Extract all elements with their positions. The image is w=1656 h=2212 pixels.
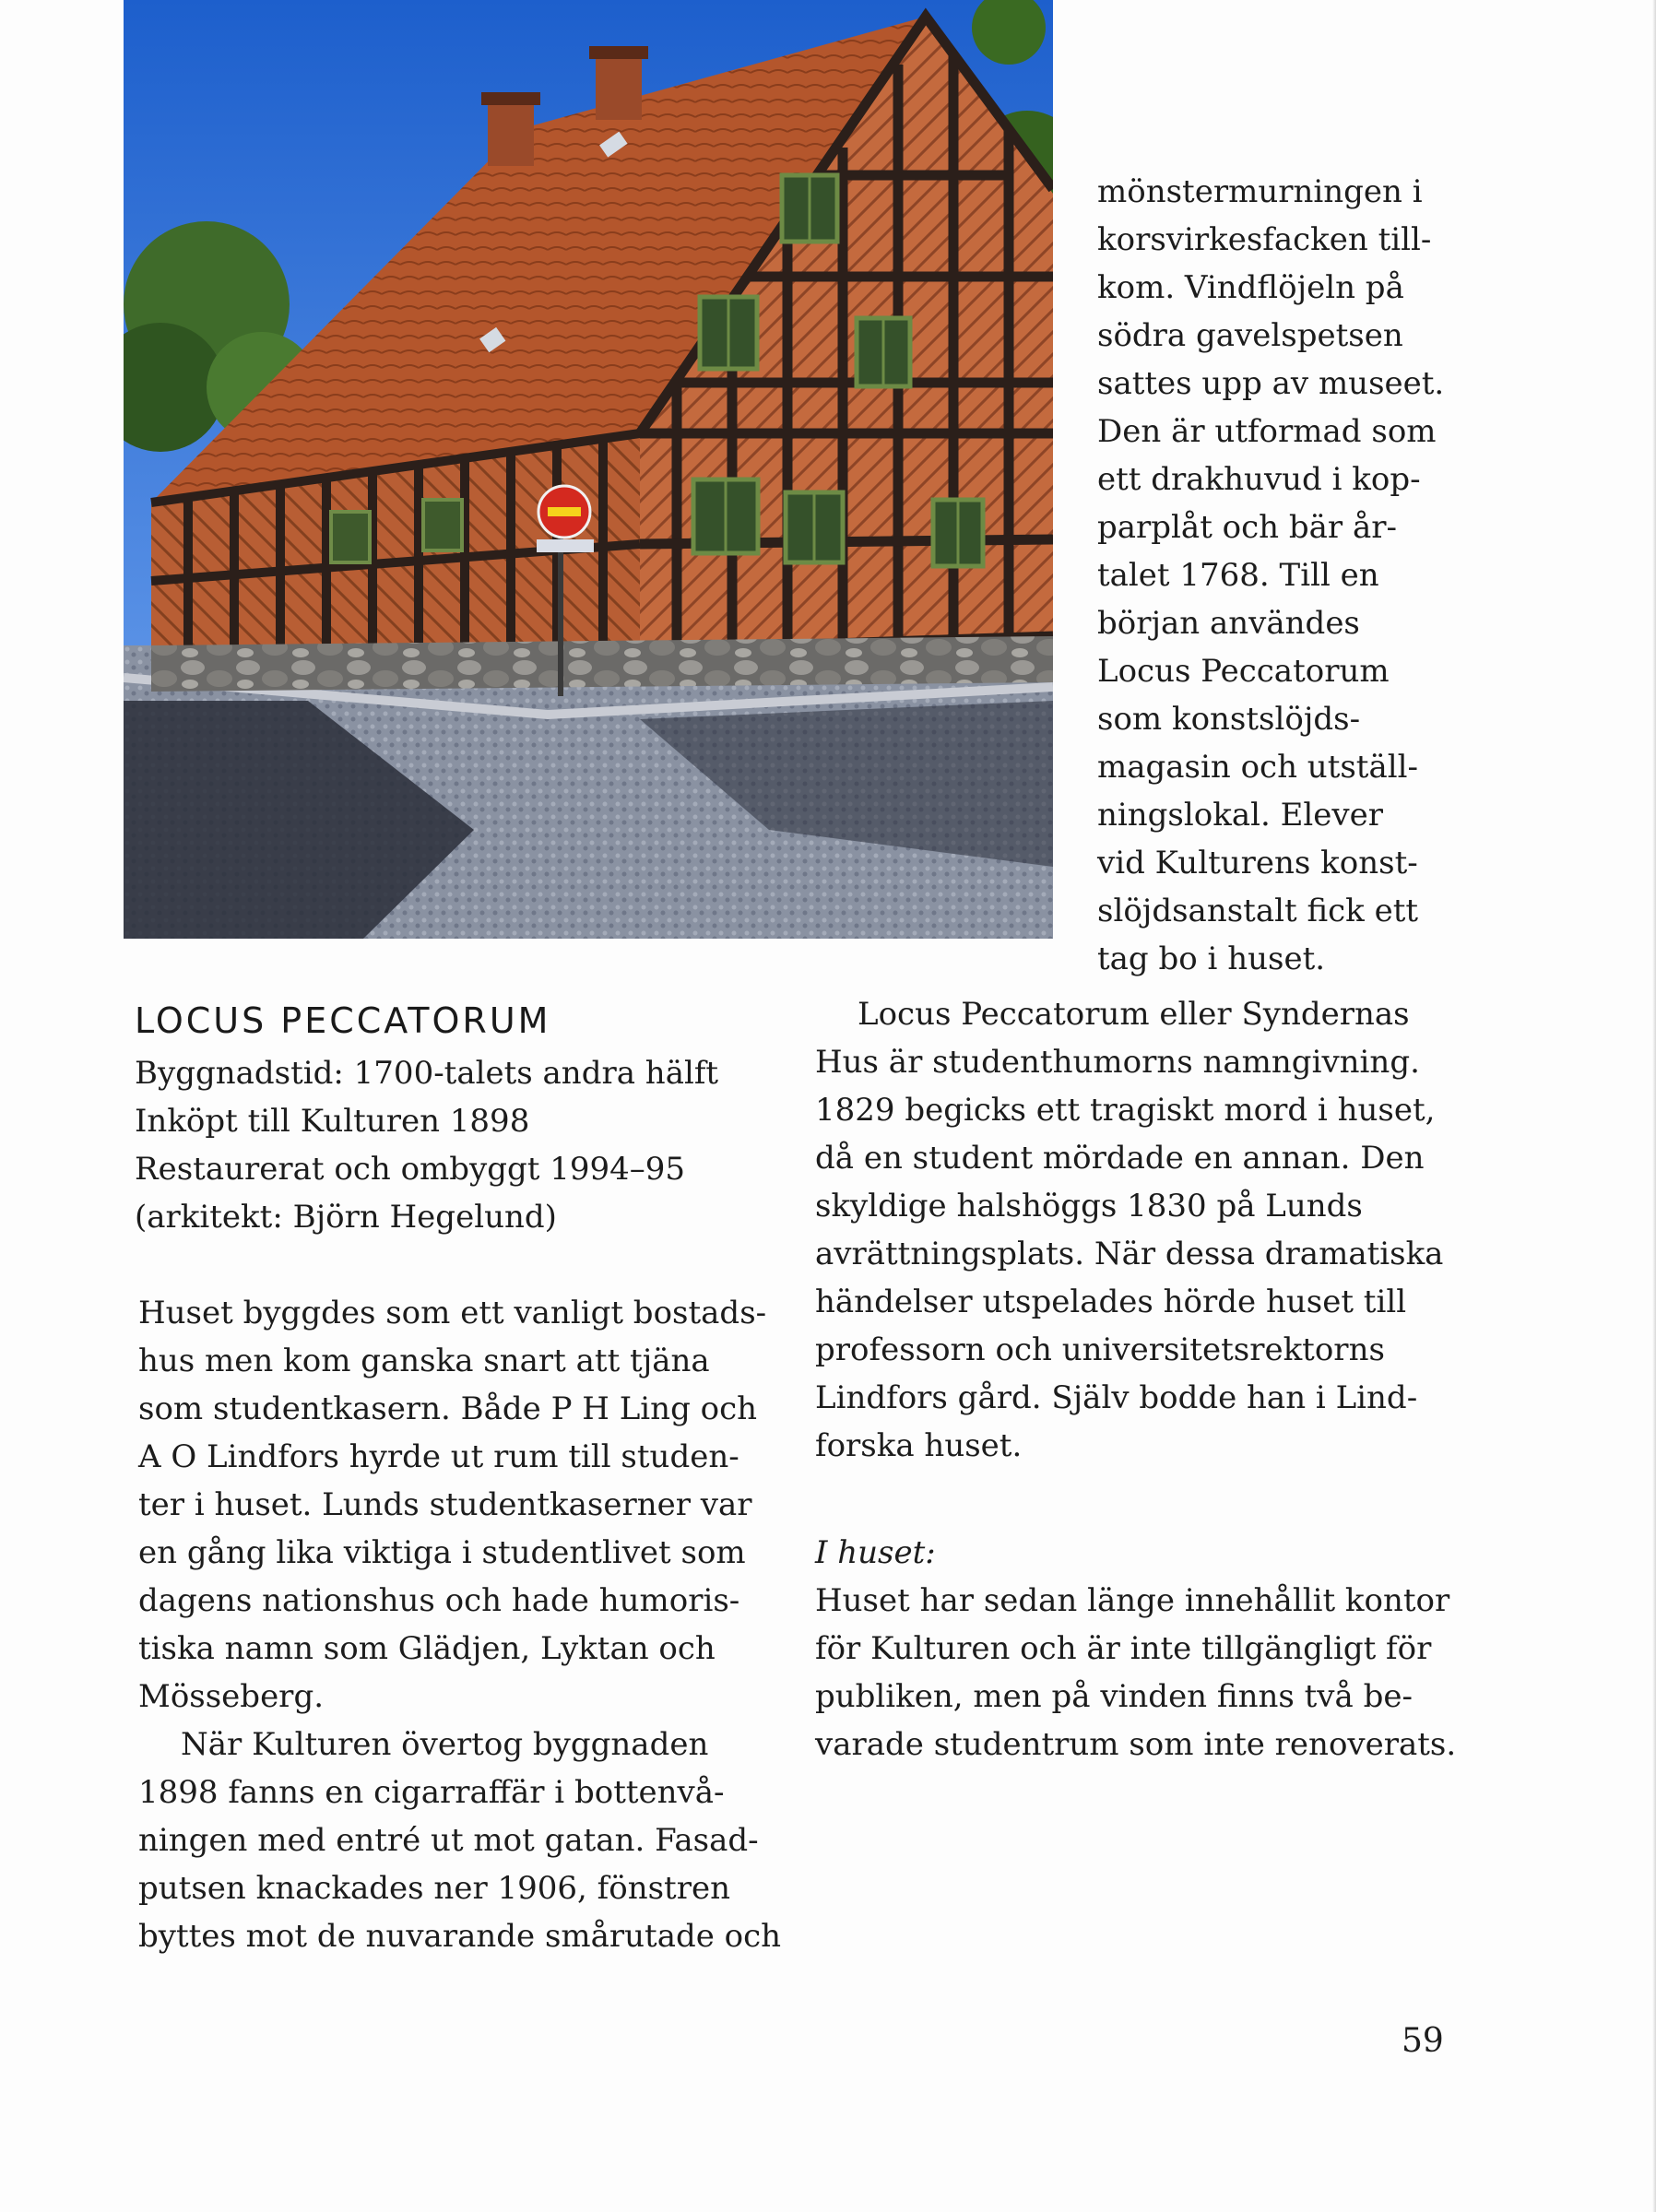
text-line: vid Kulturens konst- <box>1097 845 1418 881</box>
text-line: publiken, men på vinden finns två be- <box>815 1678 1413 1715</box>
left-body-text <box>138 1289 784 1960</box>
street-sign <box>537 539 594 552</box>
text-line: Locus Peccatorum <box>1097 653 1390 690</box>
text-line: avrättningsplats. När dessa dramatiska <box>815 1236 1444 1272</box>
text-line: tiska namn som Glädjen, Lyktan och <box>138 1630 716 1667</box>
text-line: Den är utformad som <box>1097 413 1437 450</box>
text-line: forska huset. <box>815 1427 1023 1464</box>
house-photo <box>124 0 1053 939</box>
text-line: en gång lika viktiga i studentlivet som <box>138 1534 746 1571</box>
text-line: putsen knackades ner 1906, fönstren <box>138 1870 730 1907</box>
text-line: Mösseberg. <box>138 1678 325 1715</box>
fact-line: (arkitekt: Björn Hegelund) <box>135 1199 557 1236</box>
text-line: När Kulturen övertog byggnaden <box>181 1726 709 1763</box>
text-line: byttes mot de nuvarande smårutade och <box>138 1918 782 1955</box>
half-timbered-house-illustration <box>124 0 1053 939</box>
text-line: sattes upp av museet. <box>1097 365 1445 402</box>
section-heading: LOCUS PECCATORUM <box>135 1000 551 1041</box>
text-line: 1829 begicks ett tragiskt mord i huset, <box>815 1092 1436 1129</box>
building-facts <box>135 1049 780 1241</box>
text-line: hus men kom ganska snart att tjäna <box>138 1343 710 1379</box>
stone-foundation <box>151 636 1053 692</box>
no-entry-sign-icon <box>538 486 590 538</box>
text-line: södra gavelspetsen <box>1097 317 1403 354</box>
in-the-house-label: I huset: <box>815 1534 936 1571</box>
fact-line: Byggnadstid: 1700-talets andra hälft <box>135 1055 719 1092</box>
text-line: parplåt och bär år- <box>1097 509 1397 546</box>
text-line: varade studentrum som inte renoverats. <box>815 1726 1457 1763</box>
text-line: talet 1768. Till en <box>1097 557 1379 594</box>
text-line: Huset har sedan länge innehållit kontor <box>815 1582 1450 1619</box>
text-line: ningen med entré ut mot gatan. Fasad- <box>138 1822 759 1859</box>
page-edge <box>1652 0 1656 2212</box>
in-the-house-section <box>815 1529 1461 1768</box>
text-line: korsvirkesfacken till- <box>1097 221 1432 258</box>
text-line: kom. Vindflöjeln på <box>1097 269 1404 306</box>
text-line: magasin och utställ- <box>1097 749 1418 786</box>
text-line: 1898 fanns en cigarraffär i bottenvå- <box>138 1774 725 1811</box>
page-number: 59 <box>1402 2022 1444 2060</box>
text-line: skyldige halshöggs 1830 på Lunds <box>815 1188 1363 1224</box>
text-line: Lindfors gård. Själv bodde han i Lind- <box>815 1379 1418 1416</box>
text-line: för Kulturen och är inte tillgängligt för <box>815 1630 1432 1667</box>
text-line: som studentkasern. Både P H Ling och <box>138 1390 758 1427</box>
text-line: Locus Peccatorum eller Syndernas <box>858 996 1410 1033</box>
text-line: ett drakhuvud i kop- <box>1097 461 1421 498</box>
text-line: Huset byggdes som ett vanligt bostads- <box>138 1295 767 1331</box>
text-line: ningslokal. Elever <box>1097 797 1383 834</box>
text-line: mönstermurningen i <box>1097 173 1423 210</box>
fact-line: Inköpt till Kulturen 1898 <box>135 1103 530 1140</box>
text-line: professorn och universitetsrektorns <box>815 1331 1385 1368</box>
text-line: slöjdsanstalt fick ett <box>1097 893 1419 929</box>
text-line: A O Lindfors hyrde ut rum till studen- <box>138 1438 739 1475</box>
fact-line: Restaurerat och ombyggt 1994–95 <box>135 1151 686 1188</box>
text-line: då en student mördade en annan. Den <box>815 1140 1425 1177</box>
right-main-text <box>815 990 1461 1470</box>
text-line: tag bo i huset. <box>1097 940 1326 977</box>
text-line: ter i huset. Lunds studentkaserner var <box>138 1486 752 1523</box>
text-line: som konstslöjds- <box>1097 701 1361 738</box>
text-line: Hus är studenthumorns namngivning. <box>815 1044 1420 1081</box>
right-top-text <box>1097 168 1484 983</box>
text-line: dagens nationshus och hade humoris- <box>138 1582 740 1619</box>
text-line: händelser utspelades hörde huset till <box>815 1283 1407 1320</box>
text-line: början användes <box>1097 605 1360 642</box>
